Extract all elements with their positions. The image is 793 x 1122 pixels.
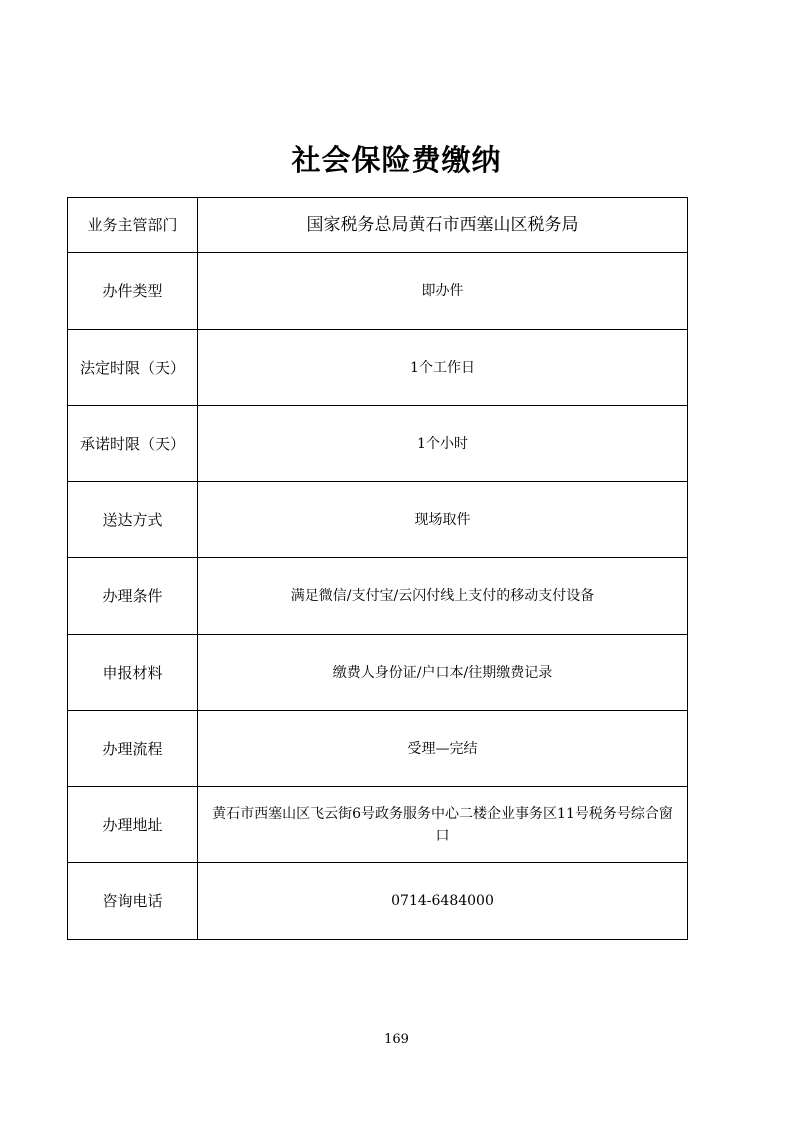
- table-row: [68, 635, 688, 711]
- row-label-phone: 咨询电话: [68, 863, 198, 940]
- row-value-case-type: 即办件: [198, 253, 688, 330]
- service-info-table: [67, 197, 688, 940]
- table-row: [68, 330, 688, 406]
- row-label-address: 办理地址: [68, 787, 198, 863]
- table-row: [68, 787, 688, 863]
- row-label-delivery-method: 送达方式: [68, 482, 198, 558]
- row-label-case-type: 办件类型: [68, 253, 198, 330]
- row-value-materials: 缴费人身份证/户口本/往期缴费记录: [198, 635, 688, 711]
- table-row: [68, 482, 688, 558]
- row-value-phone: 0714-6484000: [198, 863, 688, 940]
- row-label-process: 办理流程: [68, 711, 198, 787]
- table-row: [68, 711, 688, 787]
- row-value-address: 黄石市西塞山区飞云街6号政务服务中心二楼企业事务区11号税务号综合窗口: [198, 787, 688, 863]
- row-value-process: 受理—完结: [198, 711, 688, 787]
- row-label-promised-limit: 承诺时限（天）: [68, 406, 198, 482]
- table-row: [68, 253, 688, 330]
- row-label-conditions: 办理条件: [68, 558, 198, 635]
- row-value-conditions: 满足微信/支付宝/云闪付线上支付的移动支付设备: [198, 558, 688, 635]
- page-title: 社会保险费缴纳: [291, 143, 502, 177]
- table-row: [68, 406, 688, 482]
- table-row: [68, 558, 688, 635]
- table-row: [68, 863, 688, 940]
- row-label-materials: 申报材料: [68, 635, 198, 711]
- row-value-delivery-method: 现场取件: [198, 482, 688, 558]
- row-value-department: 国家税务总局黄石市西塞山区税务局: [198, 198, 688, 253]
- page-number: 169: [384, 1032, 409, 1047]
- table-row: [68, 198, 688, 253]
- row-label-department: 业务主管部门: [68, 198, 198, 253]
- row-label-legal-limit: 法定时限（天）: [68, 330, 198, 406]
- row-value-promised-limit: 1个小时: [198, 406, 688, 482]
- row-value-legal-limit: 1个工作日: [198, 330, 688, 406]
